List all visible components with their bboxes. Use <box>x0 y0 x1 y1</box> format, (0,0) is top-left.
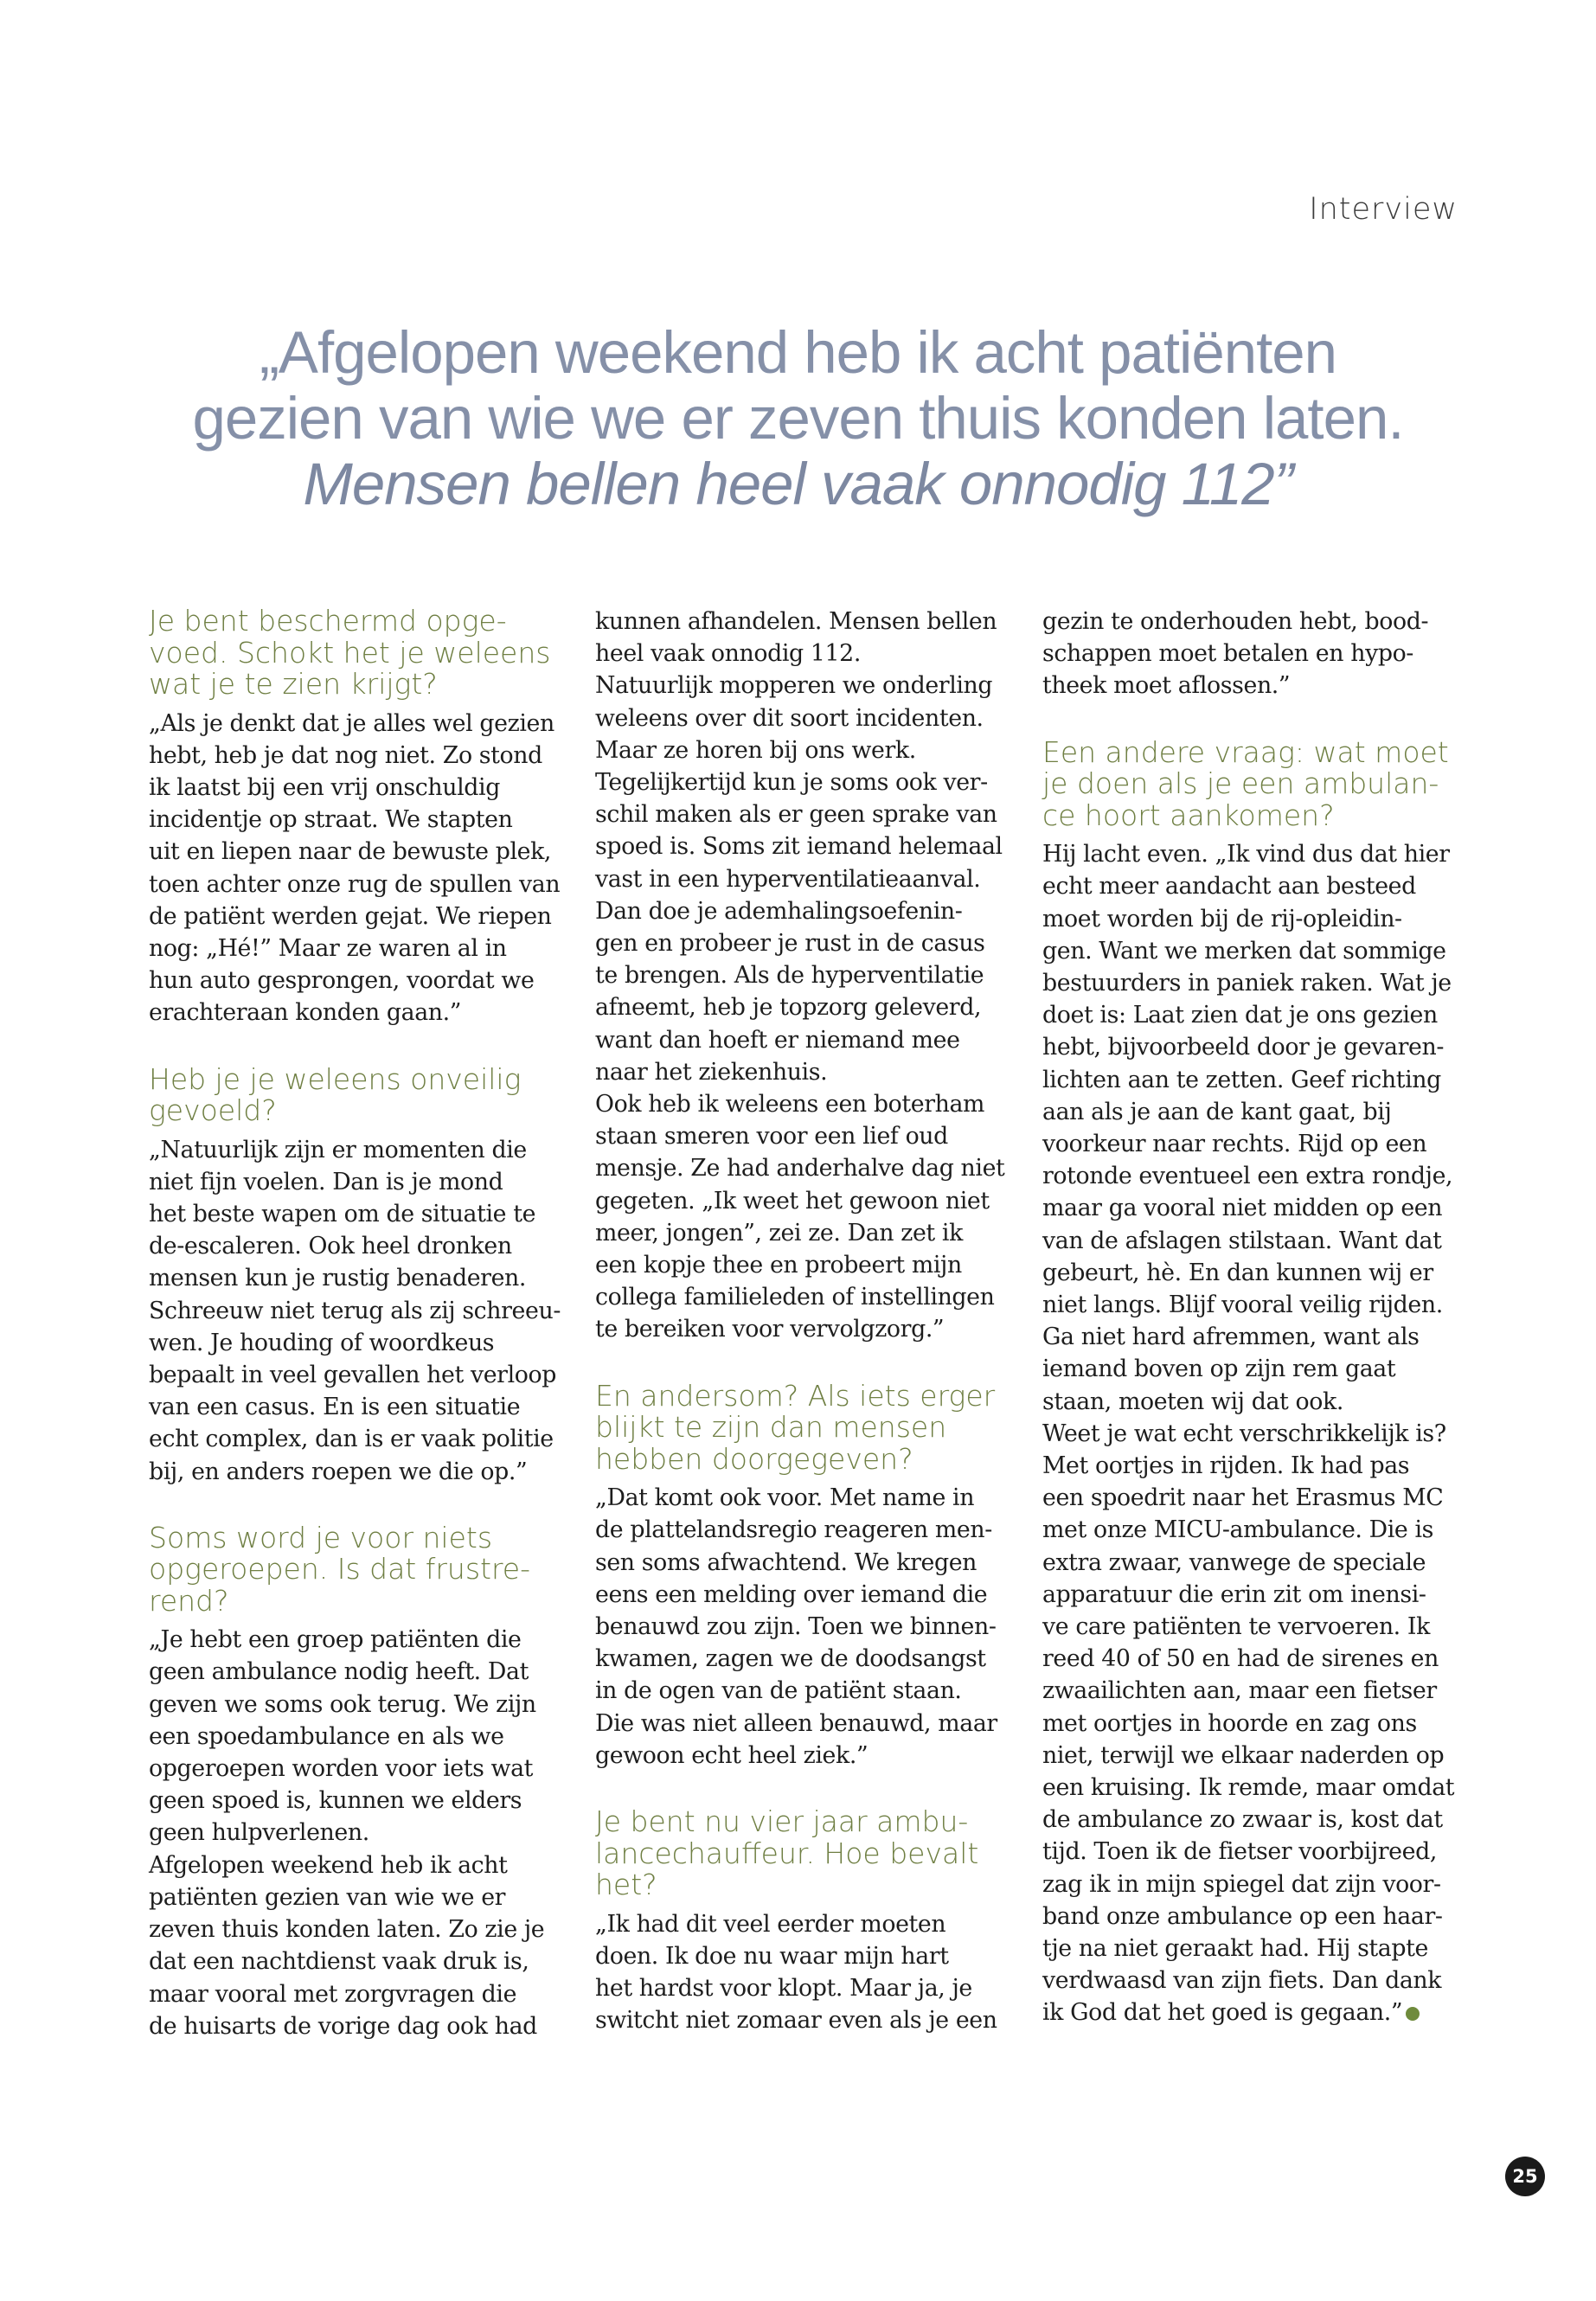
body-line: opgeroepen worden voor iets wat <box>149 1755 534 1783</box>
body-line: meer, jongen”, zei ze. Dan zet ik <box>595 1219 963 1247</box>
answer-paragraph <box>1042 838 1462 2029</box>
body-line: collega familieleden of instellingen <box>595 1284 995 1311</box>
body-line: iemand boven op zijn rem gaat <box>1042 1356 1396 1383</box>
body-line: Weet je wat echt verschrikkelijk is? <box>1042 1420 1446 1447</box>
body-line: de plattelandsregio reageren men- <box>595 1516 992 1544</box>
body-line: doen. Ik doe nu waar mijn hart <box>595 1942 949 1970</box>
body-line: de huisarts de vorige dag ook had <box>149 2012 537 2040</box>
body-line: mensje. Ze had anderhalve dag niet <box>595 1155 1005 1183</box>
question-line: gevoeld? <box>149 1093 277 1128</box>
body-line: verdwaasd van zijn fiets. Dan dank <box>1042 1967 1442 1995</box>
body-line: zag ik in mijn spiegel dat zijn voor- <box>1042 1870 1441 1898</box>
body-line: „Ik had dit veel eerder moeten <box>595 1910 946 1938</box>
body-line: ik God dat het goed is gegaan.” <box>1042 1999 1403 2027</box>
body-line: aan als je aan de kant gaat, bij <box>1042 1098 1392 1125</box>
question-line: opgeroepen. Is dat frustre- <box>149 1552 531 1586</box>
body-line: geven we soms ook terug. We zijn <box>149 1690 536 1718</box>
body-line: zeven thuis konden laten. Zo zie je <box>149 1916 545 1944</box>
body-line: te brengen. Als de hyperventilatie <box>595 962 984 990</box>
body-line: maar vooral met zorgvragen die <box>149 1980 517 2008</box>
body-line: het hardst voor klopt. Maar ja, je <box>595 1974 972 2002</box>
page-number: 25 <box>1505 2157 1545 2196</box>
body-line: Natuurlijk mopperen we onderling <box>595 672 993 700</box>
end-of-article-dot-icon <box>1406 2007 1420 2021</box>
body-line: doet is: Laat zien dat je ons gezien <box>1042 1002 1438 1029</box>
question-line: rend? <box>149 1583 229 1618</box>
question-line: blijkt te zijn dan mensen <box>595 1410 947 1445</box>
body-line: spoed is. Soms zit iemand helemaal <box>595 833 1003 861</box>
body-line: staan, moeten wij dat ook. <box>1042 1388 1343 1415</box>
pull-quote <box>173 320 1423 517</box>
interview-question <box>1042 734 1462 832</box>
body-line: extra zwaar, vanwege de speciale <box>1042 1548 1426 1576</box>
body-line: maar ga vooral niet midden op een <box>1042 1195 1443 1222</box>
body-line: bij, en anders roepen we die op.” <box>149 1458 528 1485</box>
body-line: Met oortjes in rijden. Ik had pas <box>1042 1452 1410 1479</box>
body-line: gen. Want we merken dat sommige <box>1042 937 1446 965</box>
interview-question <box>595 1806 1015 1901</box>
question-line: Soms word je voor niets <box>149 1520 493 1554</box>
body-line: bestuurders in paniek raken. Wat je <box>1042 969 1452 997</box>
section-label: Interview <box>1309 192 1458 227</box>
body-line: Schreeuw niet terug als zij schreeu- <box>149 1297 561 1324</box>
body-line: niet, terwijl we elkaar naderden op <box>1042 1741 1445 1769</box>
body-line: patiënten gezien van wie we er <box>149 1883 506 1911</box>
interview-question <box>149 606 568 701</box>
body-line: de ambulance zo zwaar is, kost dat <box>1042 1806 1443 1834</box>
body-line: tijd. Toen ik de fietser voorbijreed, <box>1042 1838 1437 1866</box>
body-line: van een casus. En is een situatie <box>149 1394 521 1421</box>
body-line: met oortjes in hoorde en zag ons <box>1042 1709 1417 1737</box>
body-line: te bereiken voor vervolgzorg.” <box>595 1316 945 1343</box>
body-line: geen ambulance nodig heeft. Dat <box>149 1658 529 1686</box>
body-line: gezin te onderhouden hebt, bood- <box>1042 608 1429 635</box>
body-line: reed 40 of 50 en had de sirenes en <box>1042 1645 1439 1673</box>
body-line: naar het ziekenhuis. <box>595 1058 828 1086</box>
question-line: Een andere vraag: wat moet <box>1042 734 1449 769</box>
body-line: een spoedambulance en als we <box>149 1722 504 1750</box>
body-line: Hij lacht even. „Ik vind dus dat hier <box>1042 841 1450 868</box>
body-line <box>1042 1997 1462 2029</box>
body-line: theek moet aflossen.” <box>1042 672 1291 700</box>
body-line: geen spoed is, kunnen we elders <box>149 1787 522 1815</box>
pull-quote-line-2: gezien van wie we er zeven thuis konden laten. <box>192 385 1404 452</box>
body-line: hun auto gesprongen, voordat we <box>149 967 535 995</box>
question-line: voed. Schokt het je weleens <box>149 635 551 670</box>
body-line: schil maken als er geen sprake van <box>595 801 997 829</box>
body-line: toen achter onze rug de spullen van <box>149 870 561 898</box>
article-column-3 <box>1042 606 1462 2029</box>
body-line: Dan doe je ademhalingsoefenin- <box>595 897 963 925</box>
body-line: switcht niet zomaar even als je een <box>595 2007 997 2035</box>
answer-paragraph <box>595 1908 1015 2037</box>
body-line: met onze MICU-ambulance. Die is <box>1042 1516 1433 1544</box>
body-line: het beste wapen om de situatie te <box>149 1200 536 1227</box>
body-line: Ga niet hard afremmen, want als <box>1042 1324 1420 1351</box>
question-line: Je bent beschermd opge- <box>149 604 507 638</box>
answer-paragraph <box>149 1134 568 1488</box>
answer-paragraph <box>149 708 568 1029</box>
body-line: want dan hoeft er niemand mee <box>595 1026 960 1054</box>
body-line: niet langs. Blijf vooral veilig rijden. <box>1042 1291 1443 1318</box>
body-line: moet worden bij de rij-opleidin- <box>1042 905 1402 933</box>
body-line: Afgelopen weekend heb ik acht <box>149 1851 508 1879</box>
body-line: de patiënt werden gejat. We riepen <box>149 902 552 930</box>
question-line: het? <box>595 1868 657 1901</box>
body-line: de-escaleren. Ook heel dronken <box>149 1233 512 1260</box>
answer-paragraph <box>595 1482 1015 1772</box>
interview-question <box>149 1061 568 1128</box>
body-line: dat een nachtdienst vaak druk is, <box>149 1948 529 1976</box>
body-line: een kruising. Ik remde, maar omdat <box>1042 1774 1455 1801</box>
body-line: bepaalt in veel gevallen het verloop <box>149 1361 556 1388</box>
body-line: gen en probeer je rust in de casus <box>595 930 985 958</box>
question-line: lancechauffeur. Hoe bevalt <box>595 1836 979 1870</box>
question-line: En andersom? Als iets erger <box>595 1378 996 1413</box>
body-line: „Natuurlijk zijn er momenten die <box>149 1136 527 1163</box>
body-line: uit en liepen naar de bewuste plek, <box>149 838 552 866</box>
body-line: een spoedrit naar het Erasmus MC <box>1042 1484 1444 1512</box>
body-line: hebt, bijvoorbeeld door je gevaren- <box>1042 1034 1444 1061</box>
body-line: vast in een hyperventilatieaanval. <box>595 865 981 893</box>
body-line: wen. Je houding of woordkeus <box>149 1329 495 1356</box>
body-line: tje na niet geraakt had. Hij stapte <box>1042 1935 1428 1963</box>
body-line: eens een melding over iemand die <box>595 1580 988 1608</box>
body-line: nog: „Hé!” Maar ze waren al in <box>149 934 507 962</box>
body-line: hebt, heb je dat nog niet. Zo stond <box>149 741 542 769</box>
pull-quote-line-3: Mensen bellen heel vaak onnodig 112” <box>303 451 1293 517</box>
body-line: gewoon echt heel ziek.” <box>595 1741 869 1769</box>
body-line: schappen moet betalen en hypo- <box>1042 640 1413 668</box>
body-line: in de ogen van de patiënt staan. <box>595 1677 962 1705</box>
body-line: voorkeur naar rechts. Rijd op een <box>1042 1130 1427 1157</box>
body-line: „Dat komt ook voor. Met name in <box>595 1484 975 1512</box>
body-line: mensen kun je rustig benaderen. <box>149 1265 527 1292</box>
body-line: Maar ze horen bij ons werk. <box>595 736 916 764</box>
body-line: apparatuur die erin zit om inensi- <box>1042 1580 1426 1608</box>
interview-question <box>595 1378 1015 1476</box>
body-line: lichten aan te zetten. Geef richting <box>1042 1066 1441 1093</box>
interview-question <box>149 1522 568 1618</box>
body-line: ve care patiënten te vervoeren. Ik <box>1042 1612 1430 1640</box>
body-line: gebeurt, hè. En dan kunnen wij er <box>1042 1259 1433 1286</box>
body-line: echt complex, dan is er vaak politie <box>149 1426 554 1453</box>
pull-quote-line-1: „Afgelopen weekend heb ik acht patiënten <box>259 319 1337 386</box>
body-line: sen soms afwachtend. We kregen <box>595 1548 977 1576</box>
body-line: benauwd zou zijn. Toen we binnen- <box>595 1612 997 1640</box>
body-line: gegeten. „Ik weet het gewoon niet <box>595 1187 990 1215</box>
body-line: kunnen afhandelen. Mensen bellen <box>595 608 997 635</box>
body-line: ik laatst bij een vrij onschuldig <box>149 773 500 801</box>
article-column-2 <box>595 606 1015 2036</box>
body-line: weleens over dit soort incidenten. <box>595 704 984 732</box>
body-line: staan smeren voor een lief oud <box>595 1123 948 1150</box>
article-column-1 <box>149 606 568 2042</box>
body-line: band onze ambulance op een haar- <box>1042 1902 1443 1930</box>
answer-paragraph <box>1042 606 1462 702</box>
body-line: erachteraan konden gaan.” <box>149 999 462 1027</box>
body-line: incidentje op straat. We stapten <box>149 806 513 834</box>
body-line: heel vaak onnodig 112. <box>595 640 861 668</box>
body-line: van de afslagen stilstaan. Want dat <box>1042 1227 1442 1254</box>
question-line: je doen als je een ambulan- <box>1042 766 1439 801</box>
question-line: Heb je je weleens onveilig <box>149 1061 522 1096</box>
question-line: hebben doorgegeven? <box>595 1441 913 1476</box>
body-line: Tegelijkertijd kun je soms ook ver- <box>595 769 988 797</box>
body-line: niet fijn voelen. Dan is je mond <box>149 1168 503 1195</box>
answer-paragraph <box>595 606 1015 1346</box>
body-line: Die was niet alleen benauwd, maar <box>595 1709 997 1737</box>
body-line: Ook heb ik weleens een boterham <box>595 1091 985 1118</box>
body-line: „Je hebt een groep patiënten die <box>149 1626 522 1654</box>
body-line: „Als je denkt dat je alles wel gezien <box>149 709 554 737</box>
answer-paragraph <box>149 1624 568 2042</box>
body-line: kwamen, zagen we de doodsangst <box>595 1645 986 1673</box>
question-line: wat je te zien krijgt? <box>149 667 438 701</box>
body-line: echt meer aandacht aan besteed <box>1042 873 1416 901</box>
body-line: afneemt, heb je topzorg geleverd, <box>595 994 982 1022</box>
body-line: rotonde eventueel een extra rondje, <box>1042 1163 1453 1190</box>
body-line: geen hulpverlenen. <box>149 1819 369 1847</box>
question-line: ce hoort aankomen? <box>1042 798 1335 832</box>
body-line: een kopje thee en probeert mijn <box>595 1252 962 1279</box>
body-line: zwaailichten aan, maar een fietser <box>1042 1677 1437 1705</box>
question-line: Je bent nu vier jaar ambu- <box>595 1804 969 1838</box>
